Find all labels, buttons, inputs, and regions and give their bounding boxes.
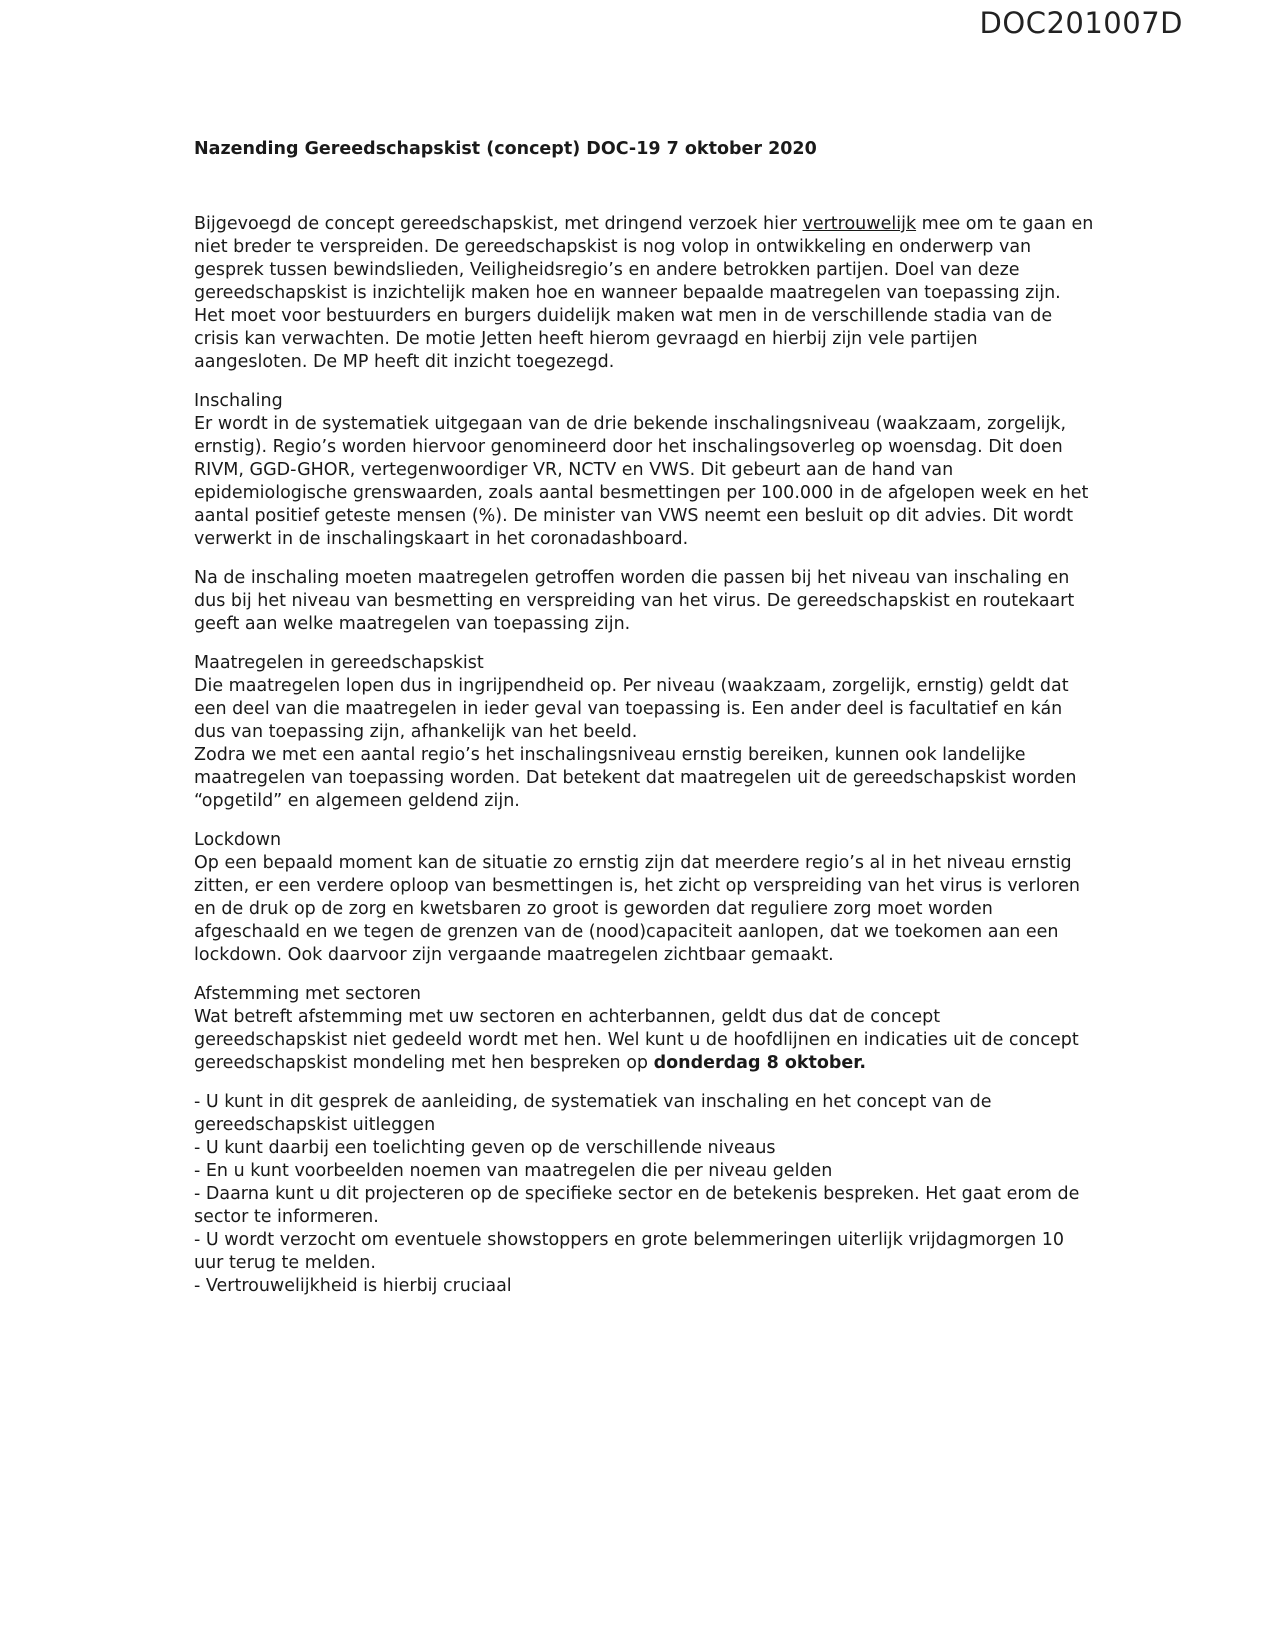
instruction-list — [194, 1091, 1094, 1298]
list-item: - En u kunt voorbeelden noemen van maatregelen die per niveau gelden — [194, 1161, 833, 1181]
intro-text-before: Bijgevoegd de concept gereedschapskist, met dringend verzoek hier — [194, 214, 803, 234]
list-item: - Daarna kunt u dit projecteren op de specifieke sector en de betekenis bespreken. Het gaat erom de sector te informeren. — [194, 1184, 1080, 1227]
document-id: DOC201007D — [979, 6, 1183, 40]
lockdown-heading: Lockdown — [194, 830, 282, 850]
lockdown-section — [194, 829, 1094, 967]
afstemming-heading: Afstemming met sectoren — [194, 984, 421, 1004]
inschaling-heading: Inschaling — [194, 391, 283, 411]
document-body — [194, 138, 1094, 1298]
intro-paragraph — [194, 213, 1094, 374]
inschaling-section — [194, 390, 1094, 551]
maatregelen-section — [194, 652, 1094, 813]
list-item: - Vertrouwelijkheid is hierbij cruciaal — [194, 1276, 512, 1296]
maatregelen-heading: Maatregelen in gereedschapskist — [194, 653, 484, 673]
lockdown-text: Op een bepaald moment kan de situatie zo ernstig zijn dat meerdere regio’s al in het niveau ernstig zitten, er een verdere oploop van besmettingen is, het zicht op verspreiding van het virus is verloren en de druk op de zorg en kwetsbaren zo groot is geworden dat reguliere zorg moet worden afgeschaald en we tegen de grenzen van de (nood)capaciteit aanlopen, dat we toekomen aan een lockdown. Ook daarvoor zijn vergaande maatregelen zichtbaar gemaakt. — [194, 853, 1080, 965]
afstemming-date: donderdag 8 oktober. — [653, 1053, 867, 1073]
afstemming-text: Wat betreft afstemming met uw sectoren en achterbannen, geldt dus dat de concept gereedschapskist niet gedeeld wordt met hen. Wel kunt u de hoofdlijnen en indicaties uit de concept gereedschapskist mondeling met hen bespreken op — [194, 1007, 1079, 1073]
list-item: - U kunt in dit gesprek de aanleiding, de systematiek van inschaling en het concept van de gereedschapskist uitleggen — [194, 1092, 992, 1135]
maatregelen-text-2: Zodra we met een aantal regio’s het inschalingsniveau ernstig bereiken, kunnen ook landelijke maatregelen van toepassing worden. Dat betekent dat maatregelen uit de gereedschapskist worden “opgetild” en algemeen geldend zijn. — [194, 745, 1077, 811]
list-item: - U wordt verzocht om eventuele showstoppers en grote belemmeringen uiterlijk vrijdagmorgen 10 uur terug te melden. — [194, 1230, 1065, 1273]
intro-text-after: mee om te gaan en niet breder te verspreiden. De gereedschapskist is nog volop in ontwikkeling en onderwerp van gesprek tussen bewindslieden, Veiligheidsregio’s en andere betrokken partijen. Doel van deze gereedschapskist is inzichtelijk maken hoe en wanneer bepaalde maatregelen van toepassing zijn. Het moet voor bestuurders en burgers duidelijk maken wat men in de verschillende stadia van de crisis kan verwachten. De motie Jetten heeft hierom gevraagd en hierbij zijn vele partijen aangesloten. De MP heeft dit inzicht toegezegd. — [194, 214, 1094, 372]
maatregelen-text-1: Die maatregelen lopen dus in ingrijpendheid op. Per niveau (waakzaam, zorgelijk, ernstig) geldt dat een deel van die maatregelen in ieder geval van toepassing is. Een ander deel is facultatief en kán dus van toepassing zijn, afhankelijk van het beeld. — [194, 676, 1069, 742]
document-title: Nazending Gereedschapskist (concept) DOC-19 7 oktober 2020 — [194, 139, 817, 159]
inschaling-text: Er wordt in de systematiek uitgegaan van de drie bekende inschalingsniveau (waakzaam, zorgelijk, ernstig). Regio’s worden hiervoor genomineerd door het inschalingsoverleg op woensdag. Dit doen RIVM, GGD-GHOR, vertegenwoordiger VR, NCTV en VWS. Dit gebeurt aan de hand van epidemiologische grenswaarden, zoals aantal besmettingen per 100.000 in de afgelopen week en het aantal positief geteste mensen (%). De minister van VWS neemt een besluit op dit advies. Dit wordt verwerkt in de inschalingskaart in het coronadashboard. — [194, 414, 1089, 549]
afstemming-section — [194, 983, 1094, 1075]
intro-underlined-word: vertrouwelijk — [802, 214, 917, 234]
na-inschaling-paragraph: Na de inschaling moeten maatregelen getroffen worden die passen bij het niveau van inschaling en dus bij het niveau van besmetting en verspreiding van het virus. De gereedschapskist en routekaart geeft aan welke maatregelen van toepassing zijn. — [194, 568, 1075, 634]
list-item: - U kunt daarbij een toelichting geven op de verschillende niveaus — [194, 1138, 776, 1158]
